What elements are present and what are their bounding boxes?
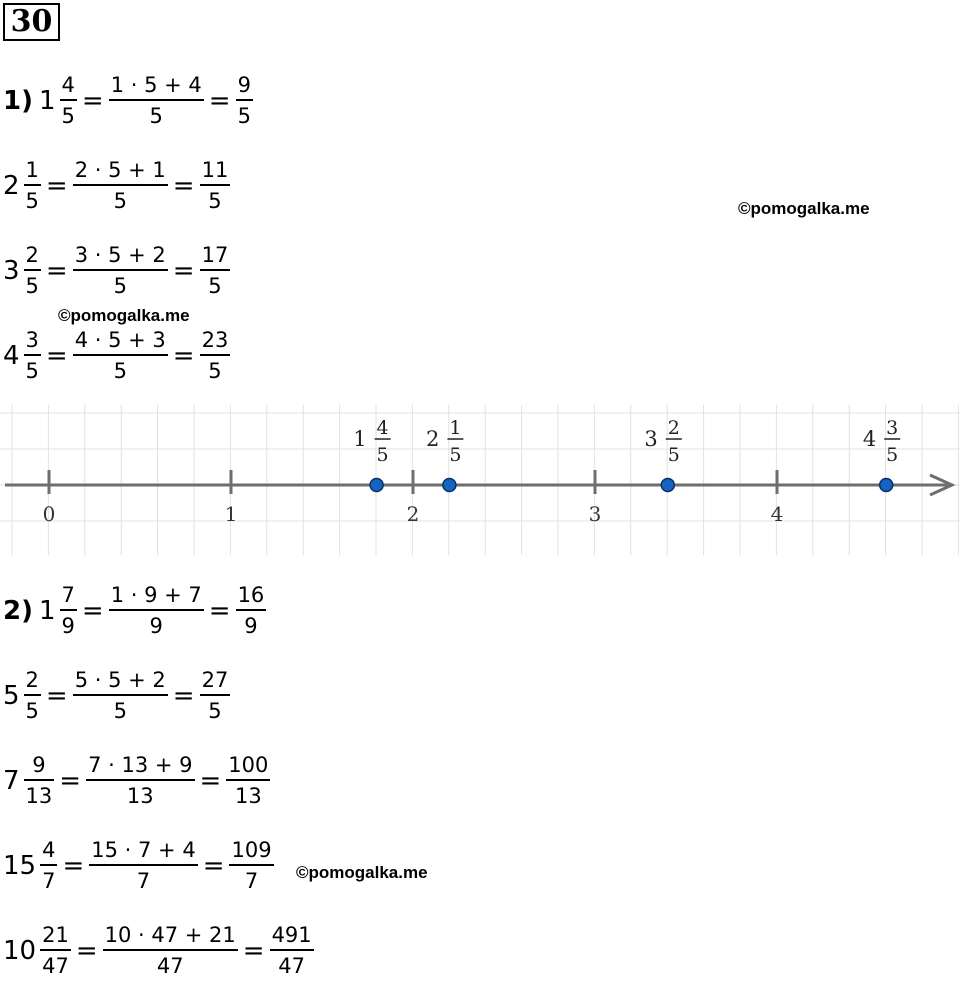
mixed-fraction <box>24 668 41 723</box>
tick-label: 4 <box>770 502 784 526</box>
mixed-fraction-denominator: 9 <box>60 609 77 638</box>
conversion-fraction-denominator: 5 <box>73 269 168 298</box>
mixed-fraction <box>24 753 55 808</box>
mixed-fraction <box>60 73 77 128</box>
conversion-fraction-denominator: 7 <box>89 864 197 893</box>
equals-sign: = <box>59 765 82 796</box>
tick-label: 1 <box>224 502 238 526</box>
mixed-fraction-numerator: 4 <box>61 73 75 97</box>
conversion-fraction-denominator: 9 <box>109 609 204 638</box>
mixed-fraction <box>24 158 41 213</box>
mixed-fraction-numerator: 3 <box>25 328 39 352</box>
result-fraction-numerator: 16 <box>237 583 265 607</box>
mixed-fraction <box>40 838 57 893</box>
number-line-ticks <box>43 470 784 526</box>
equals-sign: = <box>208 595 231 626</box>
mixed-fraction-numerator: 2 <box>25 243 39 267</box>
mixed-whole: 15 <box>3 850 37 881</box>
point-label-whole: 1 <box>353 427 367 451</box>
number-line-grid <box>0 405 960 555</box>
mixed-fraction <box>40 923 71 978</box>
part1-equation-1 <box>3 73 253 128</box>
conversion-fraction <box>73 243 168 298</box>
mixed-whole: 1 <box>38 595 56 626</box>
point-3-2-5 <box>644 417 681 492</box>
point-label-numerator: 2 <box>667 417 680 439</box>
mixed-whole: 1 <box>38 85 56 116</box>
mixed-fraction-denominator: 5 <box>24 269 41 298</box>
result-fraction-numerator: 100 <box>228 753 269 777</box>
tick-label: 2 <box>406 502 420 526</box>
result-fraction-numerator: 27 <box>201 668 229 692</box>
part-label: 2) <box>3 595 33 626</box>
mixed-fraction-numerator: 21 <box>42 923 69 947</box>
equals-sign: = <box>45 170 68 201</box>
mixed-fraction-numerator: 7 <box>61 583 75 607</box>
mixed-fraction <box>24 328 41 383</box>
conversion-fraction <box>89 838 197 893</box>
part1-equation-2 <box>3 158 230 213</box>
conversion-fraction-denominator: 5 <box>109 99 204 128</box>
point-label-denominator: 5 <box>376 444 389 466</box>
watermark-middle-left: ©pomogalka.me <box>58 306 190 325</box>
result-fraction-denominator: 5 <box>236 99 253 128</box>
result-fraction <box>200 158 231 213</box>
equals-sign: = <box>208 85 231 116</box>
point-marker <box>370 479 383 492</box>
part2-equation-5 <box>3 923 314 978</box>
result-fraction <box>200 668 231 723</box>
point-label-whole: 3 <box>644 427 658 451</box>
result-fraction-denominator: 47 <box>270 949 314 978</box>
point-2-1-5 <box>426 417 463 492</box>
result-fraction-denominator: 5 <box>200 354 231 383</box>
conversion-fraction-numerator: 1 · 5 + 4 <box>110 73 202 97</box>
conversion-fraction-numerator: 4 · 5 + 3 <box>74 328 166 352</box>
mixed-whole: 3 <box>3 255 20 286</box>
conversion-fraction-denominator: 5 <box>73 184 168 213</box>
conversion-fraction <box>73 668 168 723</box>
result-fraction-numerator: 23 <box>201 328 229 352</box>
mixed-fraction-denominator: 47 <box>40 949 71 978</box>
point-label-denominator: 5 <box>667 444 680 466</box>
result-fraction <box>236 73 253 128</box>
point-label-whole: 4 <box>862 427 877 451</box>
number-line-points <box>353 417 900 492</box>
mixed-fraction-denominator: 13 <box>24 779 55 808</box>
result-fraction-denominator: 5 <box>200 184 231 213</box>
point-marker <box>661 479 674 492</box>
result-fraction-numerator: 491 <box>271 923 312 947</box>
point-marker <box>880 479 893 492</box>
equals-sign: = <box>172 170 195 201</box>
equals-sign: = <box>62 850 85 881</box>
point-label-numerator: 4 <box>376 417 389 439</box>
part2-equation-3 <box>3 753 270 808</box>
part-label: 1) <box>3 85 33 116</box>
equals-sign: = <box>81 85 104 116</box>
conversion-fraction-numerator: 10 · 47 + 21 <box>104 923 236 947</box>
mixed-fraction-numerator: 1 <box>25 158 39 182</box>
mixed-fraction-denominator: 5 <box>24 694 41 723</box>
conversion-fraction-denominator: 5 <box>73 354 168 383</box>
conversion-fraction <box>86 753 194 808</box>
number-line <box>0 405 960 555</box>
mixed-fraction <box>24 243 41 298</box>
tick-label: 3 <box>588 502 602 526</box>
conversion-fraction-numerator: 2 · 5 + 1 <box>74 158 166 182</box>
mixed-fraction-denominator: 5 <box>24 354 41 383</box>
point-label-numerator: 1 <box>449 417 462 439</box>
conversion-fraction-numerator: 1 · 9 + 7 <box>110 583 202 607</box>
result-fraction-numerator: 11 <box>201 158 229 182</box>
conversion-fraction <box>103 923 238 978</box>
mixed-fraction-numerator: 9 <box>32 753 46 777</box>
mixed-whole: 4 <box>3 340 20 371</box>
conversion-fraction <box>109 73 204 128</box>
result-fraction-numerator: 17 <box>201 243 229 267</box>
conversion-fraction <box>109 583 204 638</box>
mixed-fraction-denominator: 5 <box>60 99 77 128</box>
result-fraction <box>236 583 267 638</box>
mixed-whole: 2 <box>3 170 20 201</box>
equals-sign: = <box>199 765 222 796</box>
part1-equation-4 <box>3 328 230 383</box>
result-fraction-denominator: 9 <box>236 609 267 638</box>
result-fraction-numerator: 9 <box>237 73 251 97</box>
result-fraction <box>270 923 314 978</box>
equals-sign: = <box>75 935 98 966</box>
mixed-fraction-numerator: 4 <box>42 838 56 862</box>
result-fraction-denominator: 5 <box>200 269 231 298</box>
equals-sign: = <box>81 595 104 626</box>
mixed-fraction <box>60 583 77 638</box>
equals-sign: = <box>172 340 195 371</box>
equals-sign: = <box>45 340 68 371</box>
result-fraction <box>229 838 273 893</box>
result-fraction <box>200 328 231 383</box>
conversion-fraction <box>73 158 168 213</box>
point-label-denominator: 5 <box>449 444 462 466</box>
conversion-fraction-numerator: 7 · 13 + 9 <box>88 753 193 777</box>
mixed-fraction-denominator: 5 <box>24 184 41 213</box>
point-4-3-5 <box>863 417 900 492</box>
point-1-4-5 <box>353 417 390 492</box>
equals-sign: = <box>45 680 68 711</box>
conversion-fraction-numerator: 5 · 5 + 2 <box>74 668 166 692</box>
watermark-bottom: ©pomogalka.me <box>296 863 428 882</box>
mixed-fraction-numerator: 2 <box>25 668 39 692</box>
result-fraction-numerator: 109 <box>231 838 272 862</box>
conversion-fraction <box>73 328 168 383</box>
conversion-fraction-denominator: 5 <box>73 694 168 723</box>
task-number-box <box>3 3 60 41</box>
result-fraction-denominator: 5 <box>200 694 231 723</box>
conversion-fraction-numerator: 15 · 7 + 4 <box>91 838 196 862</box>
result-fraction <box>226 753 270 808</box>
result-fraction <box>200 243 231 298</box>
conversion-fraction-denominator: 47 <box>103 949 238 978</box>
point-label-numerator: 3 <box>886 417 899 439</box>
mixed-whole: 10 <box>3 935 37 966</box>
task-number: 30 <box>10 4 53 39</box>
mixed-fraction-denominator: 7 <box>40 864 57 893</box>
equals-sign: = <box>172 255 195 286</box>
part2-equation-4 <box>3 838 274 893</box>
equals-sign: = <box>242 935 265 966</box>
part2-equation-1 <box>3 583 266 638</box>
equals-sign: = <box>172 680 195 711</box>
result-fraction-denominator: 13 <box>226 779 270 808</box>
point-marker <box>443 479 456 492</box>
mixed-whole: 7 <box>3 765 20 796</box>
mixed-whole: 5 <box>3 680 20 711</box>
part1-equation-3 <box>3 243 230 298</box>
result-fraction-denominator: 7 <box>229 864 273 893</box>
watermark-top-right: ©pomogalka.me <box>738 199 870 218</box>
conversion-fraction-numerator: 3 · 5 + 2 <box>74 243 166 267</box>
equals-sign: = <box>45 255 68 286</box>
point-label-whole: 2 <box>426 427 440 451</box>
equals-sign: = <box>202 850 225 881</box>
part2-equation-2 <box>3 668 230 723</box>
tick-label: 0 <box>42 502 56 526</box>
point-label-denominator: 5 <box>886 444 899 466</box>
conversion-fraction-denominator: 13 <box>86 779 194 808</box>
